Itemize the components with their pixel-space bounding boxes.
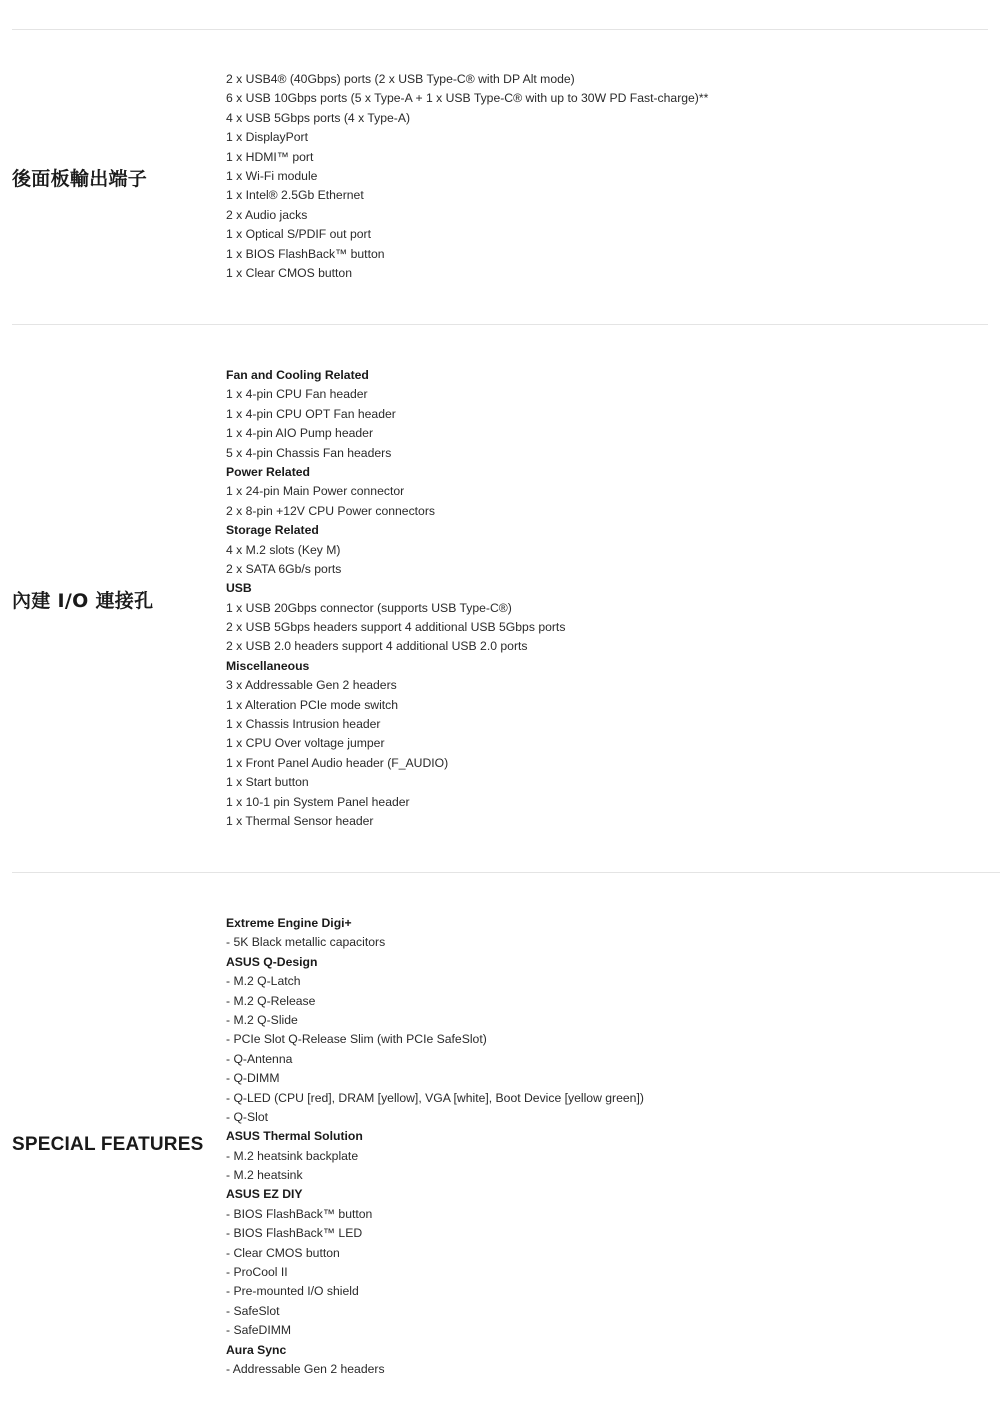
- spec-item: - M.2 Q-Latch: [226, 974, 301, 989]
- spec-item: - Q-LED (CPU [red], DRAM [yellow], VGA [white], Boot Device [yellow green]): [226, 1090, 644, 1105]
- spec-item: 1 x HDMI™ port: [226, 149, 314, 164]
- spec-group-heading: ASUS EZ DIY: [226, 1187, 303, 1202]
- section-divider-1: [12, 324, 988, 325]
- spec-item: 1 x Optical S/PDIF out port: [226, 227, 371, 242]
- spec-item: - BIOS FlashBack™ button: [226, 1206, 373, 1221]
- spec-item: 1 x Intel® 2.5Gb Ethernet: [226, 188, 364, 203]
- spec-item: 1 x Front Panel Audio header (F_AUDIO): [226, 755, 449, 770]
- spec-item: - M.2 heatsink: [226, 1168, 303, 1183]
- rear-panel-spec-list: [226, 70, 986, 283]
- spec-item: - Q-Antenna: [226, 1051, 293, 1066]
- spec-item: 2 x USB4® (40Gbps) ports (2 x USB Type-C® with DP Alt mode): [226, 72, 575, 86]
- spec-item: 1 x 4-pin AIO Pump header: [226, 426, 374, 441]
- spec-item: 1 x Clear CMOS button: [226, 265, 352, 280]
- spec-item: - M.2 Q-Release: [226, 993, 316, 1008]
- spec-group-heading: Aura Sync: [226, 1342, 287, 1357]
- spec-item: 1 x 10-1 pin System Panel header: [226, 794, 410, 809]
- section-heading-rear-panel: 後面板輸出端子: [12, 168, 148, 190]
- spec-item: - BIOS FlashBack™ LED: [226, 1226, 363, 1241]
- section-divider-2: [12, 872, 1000, 873]
- spec-group-heading: ASUS Q-Design: [226, 954, 318, 969]
- spec-item: 1 x 24-pin Main Power connector: [226, 484, 405, 499]
- spec-item: 1 x 4-pin CPU Fan header: [226, 387, 368, 402]
- spec-group-heading: Miscellaneous: [226, 658, 310, 673]
- spec-item: 1 x DisplayPort: [226, 130, 308, 145]
- spec-item: 4 x M.2 slots (Key M): [226, 542, 341, 557]
- spec-item: - Q-Slot: [226, 1109, 268, 1124]
- spec-item: - 5K Black metallic capacitors: [226, 935, 386, 950]
- internal-io-spec-list: [226, 366, 986, 831]
- section-heading-special-features: SPECIAL FEATURES: [12, 1134, 204, 1155]
- spec-item: 1 x Wi-Fi module: [226, 168, 318, 183]
- spec-item: 1 x BIOS FlashBack™ button: [226, 246, 385, 261]
- spec-group-heading: Power Related: [226, 464, 310, 479]
- spec-group-heading: USB: [226, 581, 252, 596]
- spec-item: 1 x Chassis Intrusion header: [226, 717, 381, 732]
- spec-item: - Addressable Gen 2 headers: [226, 1361, 385, 1376]
- spec-group-heading: Storage Related: [226, 523, 319, 538]
- spec-item: 5 x 4-pin Chassis Fan headers: [226, 445, 392, 460]
- spec-item: 2 x Audio jacks: [226, 207, 308, 222]
- spec-item: 2 x 8-pin +12V CPU Power connectors: [226, 503, 435, 518]
- section-divider-top: [12, 29, 988, 30]
- spec-item: 2 x USB 5Gbps headers support 4 additional USB 5Gbps ports: [226, 620, 566, 635]
- spec-item: - SafeDIMM: [226, 1323, 292, 1338]
- spec-item: 4 x USB 5Gbps ports (4 x Type-A): [226, 110, 411, 125]
- spec-item: - ProCool II: [226, 1265, 288, 1280]
- spec-item: 1 x Start button: [226, 775, 309, 790]
- spec-item: 1 x Thermal Sensor header: [226, 813, 374, 828]
- spec-item: - Clear CMOS button: [226, 1245, 340, 1260]
- spec-item: 1 x Alteration PCIe mode switch: [226, 697, 399, 712]
- spec-group-heading: Extreme Engine Digi+: [226, 916, 352, 930]
- spec-item: 1 x CPU Over voltage jumper: [226, 736, 385, 751]
- spec-group-heading: ASUS Thermal Solution: [226, 1129, 363, 1144]
- spec-item: 2 x SATA 6Gb/s ports: [226, 561, 342, 576]
- spec-item: - SafeSlot: [226, 1303, 280, 1318]
- spec-item: 1 x 4-pin CPU OPT Fan header: [226, 406, 396, 421]
- spec-item: - PCIe Slot Q-Release Slim (with PCIe SafeSlot): [226, 1032, 487, 1047]
- section-heading-internal-io: 內建 I/O 連接孔: [12, 590, 154, 612]
- special-features-spec-list: [226, 914, 986, 1379]
- spec-item: - M.2 Q-Slide: [226, 1012, 298, 1027]
- spec-item: 3 x Addressable Gen 2 headers: [226, 678, 397, 693]
- spec-item: - Pre-mounted I/O shield: [226, 1284, 359, 1299]
- spec-item: 1 x USB 20Gbps connector (supports USB Type-C®): [226, 600, 512, 615]
- spec-item: - M.2 heatsink backplate: [226, 1148, 359, 1163]
- spec-group-heading: Fan and Cooling Related: [226, 368, 369, 382]
- spec-item: - Q-DIMM: [226, 1071, 280, 1086]
- spec-item: 6 x USB 10Gbps ports (5 x Type-A + 1 x USB Type-C® with up to 30W PD Fast-charge)**: [226, 91, 709, 106]
- spec-item: 2 x USB 2.0 headers support 4 additional USB 2.0 ports: [226, 639, 528, 654]
